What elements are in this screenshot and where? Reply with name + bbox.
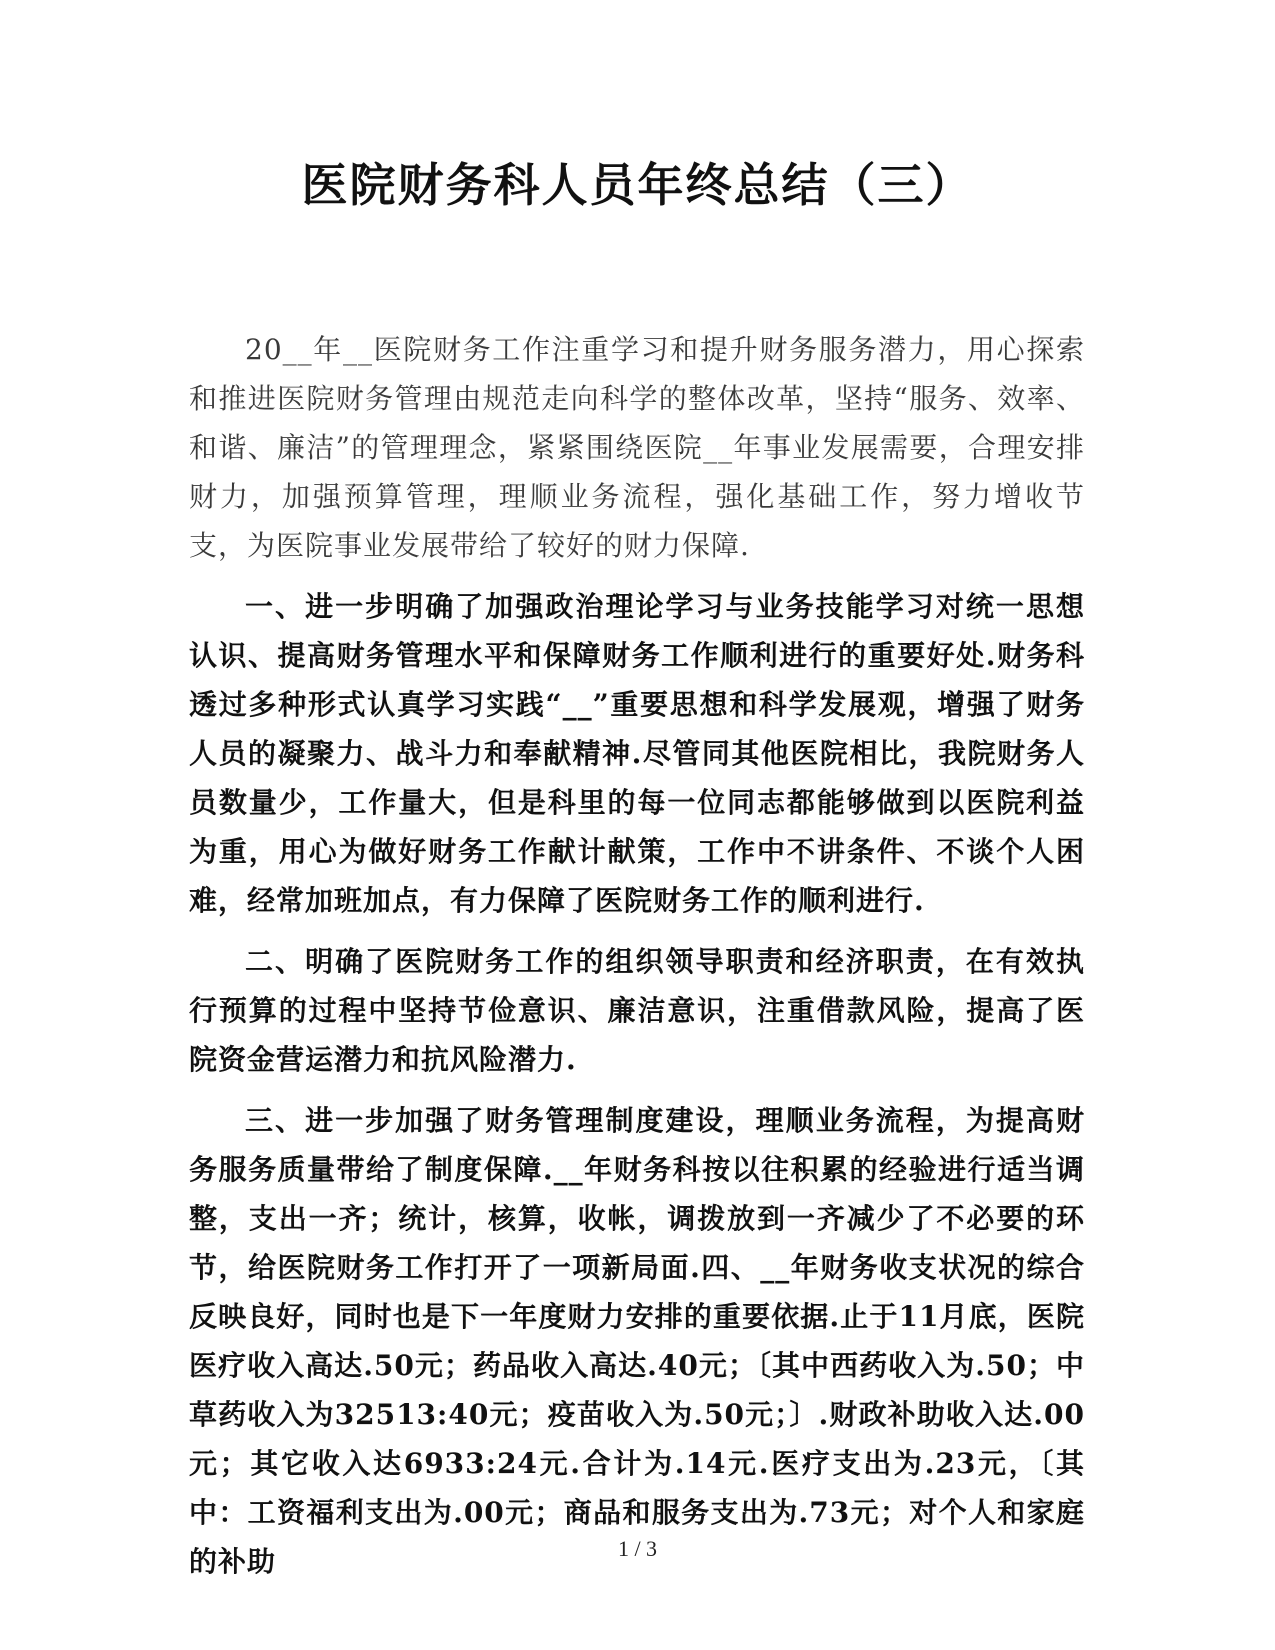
paragraph-section-3: 三、进一步加强了财务管理制度建设，理顺业务流程，为提高财务服务质量带给了制度保障.__年财务科按以往积累的经验进行适当调整，支出一齐；统计，核算，收帐，调拨放到一齐减少了不必要的环节，给医院财务工作打开了一项新局面.四、__年财务收支状况的综合反映良好，同时也是下一年度财力安排的重要依据.止于11月底，医院医疗收入高达.50元；药品收入高达.40元；〔其中西药收入为.50；中草药收入为32513:40元；疫苗收入为.50元；〕.财政补助收入达.00元；其它收入达6933:24元.合计为.14元.医疗支出为.23元，〔其中：工资福利支出为.00元；商品和服务支出为.73元；对个人和家庭的补助: [189, 1104, 1085, 1578]
page-number: 1 / 3: [617, 1536, 658, 1561]
document-body: [189, 325, 1085, 1598]
paragraph-section-2: 二、明确了医院财务工作的组织领导职责和经济职责，在有效执行预算的过程中坚持节俭意识、廉洁意识，注重借款风险，提高了医院资金营运潜力和抗风险潜力.: [189, 945, 1085, 1076]
page-title: 医院财务科人员年终总结（三）: [301, 158, 974, 212]
paragraph-section-1: 一、进一步明确了加强政治理论学习与业务技能学习对统一思想认识、提高财务管理水平和保障财务工作顺利进行的重要好处.财务科透过多种形式认真学习实践“__”重要思想和科学发展观，增强了财务人员的凝聚力、战斗力和奉献精神.尽管同其他医院相比，我院财务人员数量少，工作量大，但是科里的每一位同志都能够做到以医院利益为重，用心为做好财务工作献计献策，工作中不讲条件、不谈个人困难，经常加班加点，有力保障了医院财务工作的顺利进行.: [189, 590, 1085, 917]
paragraph-intro: 20__年__医院财务工作注重学习和提升财务服务潜力，用心探索和推进医院财务管理由规范走向科学的整体改革，坚持“服务、效率、和谐、廉洁”的管理理念，紧紧围绕医院__年事业发展需要，合理安排财力，加强预算管理，理顺业务流程，强化基础工作，努力增收节支，为医院事业发展带给了较好的财力保障.: [189, 333, 1085, 562]
